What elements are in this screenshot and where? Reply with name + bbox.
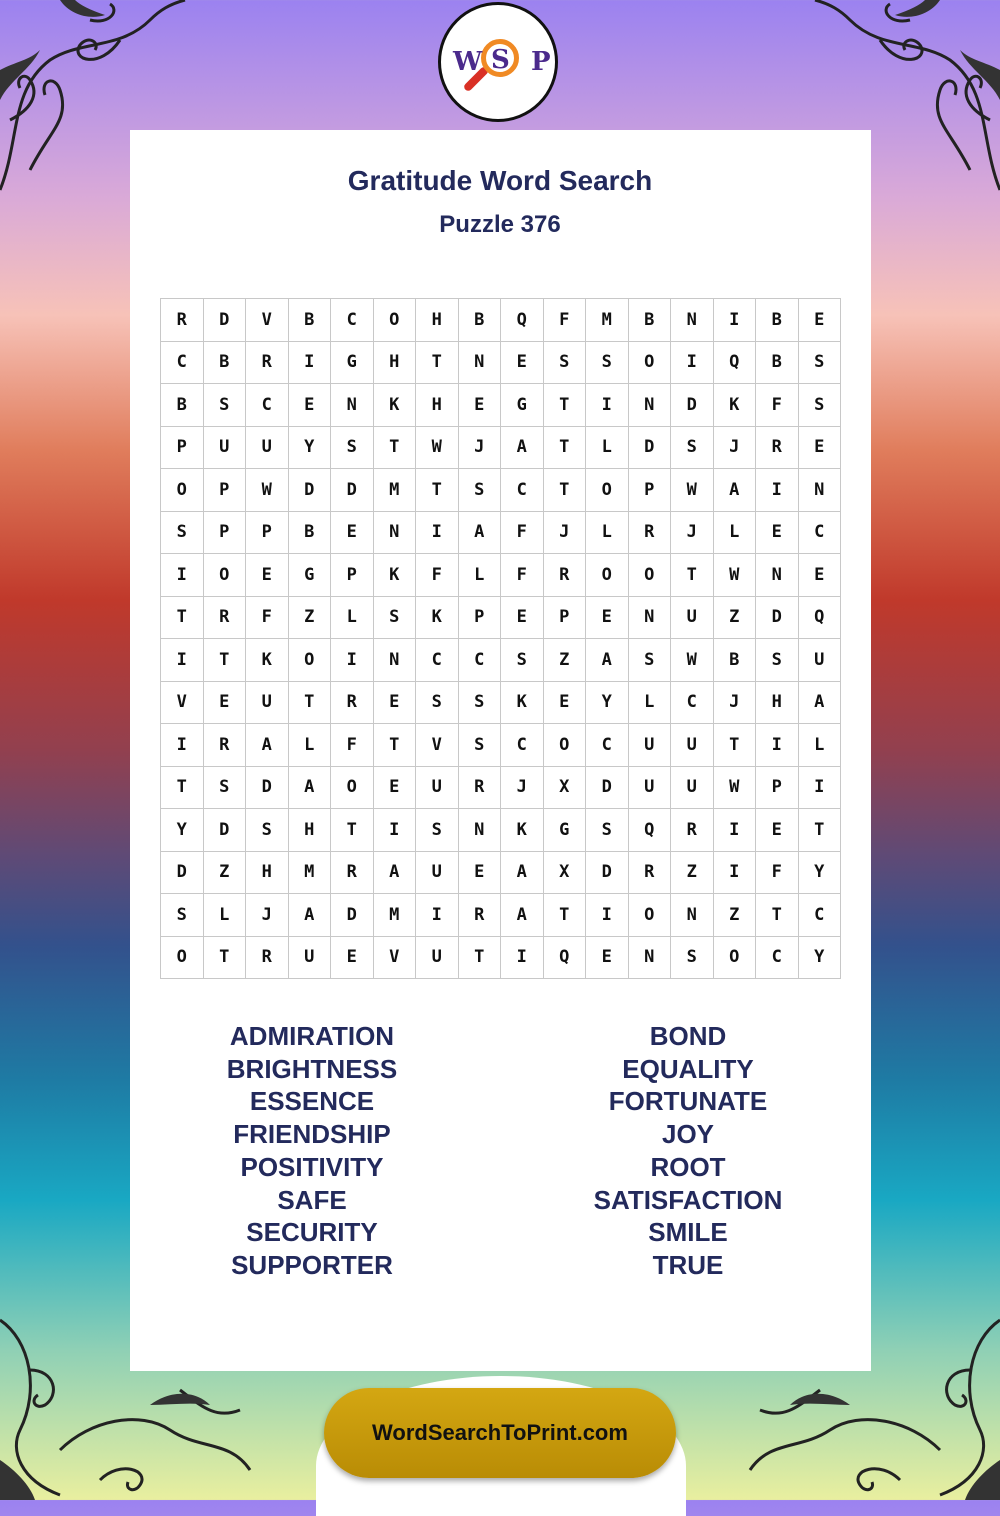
grid-cell[interactable]: N — [458, 341, 501, 384]
grid-cell[interactable]: D — [586, 766, 629, 809]
grid-cell[interactable]: R — [203, 724, 246, 767]
word-list-item: SUPPORTER — [231, 1249, 393, 1280]
grid-cell[interactable]: D — [586, 851, 629, 894]
grid-row — [161, 681, 841, 724]
grid-cell[interactable]: S — [671, 936, 714, 979]
grid-cell[interactable]: R — [756, 426, 799, 469]
grid-cell[interactable]: K — [416, 596, 459, 639]
grid-cell[interactable]: E — [756, 511, 799, 554]
grid-row — [161, 724, 841, 767]
grid-cell[interactable]: F — [501, 554, 544, 597]
grid-cell[interactable]: I — [161, 554, 204, 597]
grid-cell[interactable]: V — [373, 936, 416, 979]
grid-cell[interactable]: Q — [798, 596, 841, 639]
grid-cell[interactable]: R — [246, 341, 289, 384]
word-list-item: POSITIVITY — [240, 1151, 384, 1182]
logo-letter-s: S — [491, 45, 510, 75]
grid-cell[interactable]: D — [756, 596, 799, 639]
grid-cell[interactable]: O — [373, 299, 416, 342]
grid-cell[interactable]: F — [246, 596, 289, 639]
grid-cell[interactable]: I — [501, 936, 544, 979]
grid-cell[interactable]: N — [458, 809, 501, 852]
grid-cell[interactable]: D — [203, 299, 246, 342]
grid-cell[interactable]: L — [203, 894, 246, 937]
grid-cell[interactable]: R — [203, 596, 246, 639]
grid-cell[interactable]: N — [798, 469, 841, 512]
grid-cell[interactable]: C — [756, 936, 799, 979]
grid-cell[interactable]: L — [586, 511, 629, 554]
grid-cell[interactable]: I — [416, 511, 459, 554]
grid-cell[interactable]: P — [628, 469, 671, 512]
logo-letter-w: W — [453, 47, 483, 77]
grid-cell[interactable]: B — [628, 299, 671, 342]
grid-cell[interactable]: E — [288, 384, 331, 427]
grid-cell[interactable]: O — [586, 554, 629, 597]
grid-row — [161, 299, 841, 342]
grid-row — [161, 936, 841, 979]
grid-cell[interactable]: S — [203, 766, 246, 809]
grid-cell[interactable]: T — [416, 341, 459, 384]
grid-cell[interactable]: Z — [713, 596, 756, 639]
grid-cell[interactable]: R — [246, 936, 289, 979]
grid-cell[interactable]: U — [416, 936, 459, 979]
grid-cell[interactable]: K — [713, 384, 756, 427]
grid-cell[interactable]: A — [288, 766, 331, 809]
site-logo[interactable] — [438, 2, 558, 122]
grid-cell[interactable]: B — [756, 341, 799, 384]
grid-cell[interactable]: T — [203, 639, 246, 682]
grid-cell[interactable]: U — [246, 426, 289, 469]
grid-cell[interactable]: N — [373, 639, 416, 682]
grid-cell[interactable]: P — [203, 469, 246, 512]
grid-cell[interactable]: U — [416, 766, 459, 809]
page-title: Gratitude Word Search — [347, 165, 653, 196]
grid-cell[interactable]: E — [373, 681, 416, 724]
grid-cell[interactable]: P — [246, 511, 289, 554]
grid-cell[interactable]: C — [331, 299, 374, 342]
word-list-item: ADMIRATION — [229, 1021, 395, 1051]
grid-cell[interactable]: E — [543, 681, 586, 724]
grid-cell[interactable]: T — [671, 554, 714, 597]
grid-cell[interactable]: A — [586, 639, 629, 682]
grid-cell[interactable]: S — [501, 639, 544, 682]
grid-cell[interactable]: R — [628, 851, 671, 894]
grid-cell[interactable]: H — [416, 384, 459, 427]
website-link-text[interactable]: WordSearchToPrint.com — [372, 1420, 628, 1445]
grid-cell[interactable]: V — [246, 299, 289, 342]
grid-cell[interactable]: N — [756, 554, 799, 597]
grid-cell[interactable]: J — [671, 511, 714, 554]
grid-cell[interactable]: K — [373, 384, 416, 427]
grid-cell[interactable]: C — [501, 724, 544, 767]
grid-cell[interactable]: O — [161, 469, 204, 512]
grid-cell[interactable]: B — [756, 299, 799, 342]
grid-cell[interactable]: I — [713, 851, 756, 894]
grid-cell[interactable]: S — [416, 681, 459, 724]
grid-cell[interactable]: Q — [543, 936, 586, 979]
grid-cell[interactable]: S — [798, 384, 841, 427]
grid-cell[interactable]: X — [543, 851, 586, 894]
grid-cell[interactable]: H — [756, 681, 799, 724]
grid-cell[interactable]: L — [288, 724, 331, 767]
word-list-item: BOND — [649, 1021, 727, 1051]
grid-cell[interactable]: N — [628, 936, 671, 979]
grid-cell[interactable]: A — [246, 724, 289, 767]
grid-cell[interactable]: E — [501, 341, 544, 384]
grid-cell[interactable]: E — [458, 384, 501, 427]
grid-cell[interactable]: O — [288, 639, 331, 682]
grid-cell[interactable]: L — [713, 511, 756, 554]
grid-cell[interactable]: N — [671, 894, 714, 937]
grid-cell[interactable]: S — [161, 511, 204, 554]
grid-cell[interactable]: X — [543, 766, 586, 809]
grid-cell[interactable]: Z — [713, 894, 756, 937]
grid-cell[interactable]: U — [671, 724, 714, 767]
grid-cell[interactable]: T — [416, 469, 459, 512]
grid-cell[interactable]: U — [628, 766, 671, 809]
grid-cell[interactable]: T — [161, 766, 204, 809]
grid-cell[interactable]: D — [203, 809, 246, 852]
grid-cell[interactable]: S — [586, 809, 629, 852]
grid-cell[interactable]: U — [671, 596, 714, 639]
word-list-item: FRIENDSHIP — [233, 1119, 391, 1150]
word-list-item: SMILE — [648, 1217, 728, 1248]
grid-cell[interactable]: S — [373, 596, 416, 639]
grid-cell[interactable]: S — [798, 341, 841, 384]
grid-cell[interactable]: O — [161, 936, 204, 979]
grid-cell[interactable]: I — [756, 469, 799, 512]
grid-cell[interactable]: G — [288, 554, 331, 597]
grid-cell[interactable]: C — [161, 341, 204, 384]
grid-cell[interactable]: S — [161, 894, 204, 937]
grid-cell[interactable]: T — [543, 469, 586, 512]
grid-cell[interactable]: P — [203, 511, 246, 554]
grid-cell[interactable]: P — [331, 554, 374, 597]
grid-cell[interactable]: E — [458, 851, 501, 894]
grid-cell[interactable]: N — [628, 596, 671, 639]
grid-row — [161, 554, 841, 597]
grid-cell[interactable]: Q — [713, 341, 756, 384]
grid-cell[interactable]: K — [501, 809, 544, 852]
grid-cell[interactable]: G — [543, 809, 586, 852]
grid-cell[interactable]: T — [756, 894, 799, 937]
grid-cell[interactable]: P — [458, 596, 501, 639]
grid-cell[interactable]: J — [713, 426, 756, 469]
grid-cell[interactable]: I — [586, 894, 629, 937]
grid-cell[interactable]: T — [798, 809, 841, 852]
grid-cell[interactable]: T — [373, 724, 416, 767]
grid-cell[interactable]: F — [543, 299, 586, 342]
grid-cell[interactable]: I — [798, 766, 841, 809]
grid-cell[interactable]: E — [203, 681, 246, 724]
word-list-item: EQUALITY — [622, 1053, 754, 1084]
grid-cell[interactable]: T — [713, 724, 756, 767]
grid-cell[interactable]: E — [798, 426, 841, 469]
grid-cell[interactable]: O — [628, 341, 671, 384]
grid-cell[interactable]: N — [331, 384, 374, 427]
grid-cell[interactable]: Q — [501, 299, 544, 342]
grid-cell[interactable]: Y — [798, 936, 841, 979]
grid-cell[interactable]: S — [458, 469, 501, 512]
grid-cell[interactable]: R — [458, 894, 501, 937]
grid-cell[interactable]: I — [416, 894, 459, 937]
grid-row — [161, 894, 841, 937]
grid-cell[interactable]: D — [246, 766, 289, 809]
grid-cell[interactable]: N — [628, 384, 671, 427]
grid-cell[interactable]: R — [671, 809, 714, 852]
grid-cell[interactable]: D — [331, 894, 374, 937]
grid-cell[interactable]: U — [246, 681, 289, 724]
grid-cell[interactable]: C — [798, 511, 841, 554]
grid-cell[interactable]: A — [288, 894, 331, 937]
grid-cell[interactable]: R — [331, 681, 374, 724]
grid-cell[interactable]: H — [288, 809, 331, 852]
grid-cell[interactable]: Y — [798, 851, 841, 894]
grid-cell[interactable]: T — [203, 936, 246, 979]
grid-cell[interactable]: C — [671, 681, 714, 724]
grid-cell[interactable]: N — [671, 299, 714, 342]
grid-cell[interactable]: O — [543, 724, 586, 767]
grid-cell[interactable]: O — [203, 554, 246, 597]
grid-cell[interactable]: A — [713, 469, 756, 512]
grid-cell[interactable]: B — [161, 384, 204, 427]
grid-cell[interactable]: W — [671, 469, 714, 512]
grid-cell[interactable]: M — [373, 894, 416, 937]
grid-cell[interactable]: D — [161, 851, 204, 894]
grid-cell[interactable]: I — [671, 341, 714, 384]
word-list-item: ROOT — [650, 1151, 726, 1182]
puzzle-number: Puzzle 376 — [439, 211, 561, 238]
grid-cell[interactable]: E — [586, 936, 629, 979]
grid-cell[interactable]: I — [713, 809, 756, 852]
grid-cell[interactable]: G — [501, 384, 544, 427]
grid-cell[interactable]: E — [331, 936, 374, 979]
grid-cell[interactable]: E — [798, 554, 841, 597]
word-list-right — [508, 1020, 868, 1282]
grid-cell[interactable]: A — [373, 851, 416, 894]
grid-cell[interactable]: Y — [586, 681, 629, 724]
grid-cell[interactable]: D — [671, 384, 714, 427]
grid-cell[interactable]: L — [798, 724, 841, 767]
grid-cell[interactable]: R — [331, 851, 374, 894]
grid-cell[interactable]: W — [713, 554, 756, 597]
grid-cell[interactable]: S — [543, 341, 586, 384]
word-list-item: JOY — [661, 1119, 715, 1150]
grid-cell[interactable]: J — [713, 681, 756, 724]
grid-cell[interactable]: E — [501, 596, 544, 639]
grid-cell[interactable]: W — [246, 469, 289, 512]
grid-cell[interactable]: I — [161, 724, 204, 767]
grid-cell[interactable]: E — [798, 299, 841, 342]
grid-cell[interactable]: S — [756, 639, 799, 682]
grid-cell[interactable]: T — [373, 426, 416, 469]
grid-cell[interactable]: S — [203, 384, 246, 427]
grid-cell[interactable]: O — [586, 469, 629, 512]
word-list-item: BRIGHTNESS — [226, 1053, 398, 1084]
grid-cell[interactable]: Y — [288, 426, 331, 469]
grid-cell[interactable]: I — [713, 299, 756, 342]
word-list-item: TRUE — [652, 1249, 724, 1280]
grid-cell[interactable]: T — [161, 596, 204, 639]
grid-cell[interactable]: Z — [203, 851, 246, 894]
grid-cell[interactable]: D — [331, 469, 374, 512]
grid-cell[interactable]: U — [203, 426, 246, 469]
grid-cell[interactable]: V — [416, 724, 459, 767]
grid-cell[interactable]: D — [628, 426, 671, 469]
grid-cell[interactable]: U — [288, 936, 331, 979]
grid-cell[interactable]: S — [628, 639, 671, 682]
grid-row — [161, 511, 841, 554]
grid-cell[interactable]: K — [501, 681, 544, 724]
grid-cell[interactable]: B — [713, 639, 756, 682]
grid-cell[interactable]: V — [161, 681, 204, 724]
grid-cell[interactable]: O — [628, 894, 671, 937]
grid-cell[interactable]: J — [458, 426, 501, 469]
grid-cell[interactable]: Z — [543, 639, 586, 682]
grid-cell[interactable]: I — [161, 639, 204, 682]
grid-cell[interactable]: C — [246, 384, 289, 427]
grid-cell[interactable]: L — [628, 681, 671, 724]
grid-row — [161, 341, 841, 384]
grid-cell[interactable]: O — [331, 766, 374, 809]
word-list-item: ESSENCE — [249, 1086, 375, 1117]
grid-cell[interactable]: J — [501, 766, 544, 809]
grid-cell[interactable]: C — [798, 894, 841, 937]
grid-cell[interactable]: P — [543, 596, 586, 639]
word-list-item: FORTUNATE — [608, 1086, 768, 1117]
grid-cell[interactable]: S — [416, 809, 459, 852]
grid-row — [161, 639, 841, 682]
grid-cell[interactable]: S — [331, 426, 374, 469]
grid-row — [161, 596, 841, 639]
grid-cell[interactable]: B — [203, 341, 246, 384]
grid-cell[interactable]: T — [331, 809, 374, 852]
grid-row — [161, 809, 841, 852]
grid-cell[interactable]: U — [671, 766, 714, 809]
grid-cell[interactable]: C — [458, 639, 501, 682]
grid-cell[interactable]: L — [586, 426, 629, 469]
grid-row — [161, 766, 841, 809]
grid-cell[interactable]: H — [373, 341, 416, 384]
grid-cell[interactable]: I — [373, 809, 416, 852]
grid-cell[interactable]: E — [586, 596, 629, 639]
grid-cell[interactable]: B — [288, 299, 331, 342]
grid-cell[interactable]: N — [373, 511, 416, 554]
grid-cell[interactable]: E — [246, 554, 289, 597]
grid-cell[interactable]: L — [331, 596, 374, 639]
grid-cell[interactable]: F — [416, 554, 459, 597]
grid-cell[interactable]: U — [416, 851, 459, 894]
grid-cell[interactable]: I — [756, 724, 799, 767]
grid-cell[interactable]: P — [161, 426, 204, 469]
grid-cell[interactable]: W — [671, 639, 714, 682]
grid-cell[interactable]: S — [586, 341, 629, 384]
grid-cell[interactable]: G — [331, 341, 374, 384]
grid-cell[interactable]: Q — [628, 809, 671, 852]
grid-cell[interactable]: A — [501, 426, 544, 469]
grid-cell[interactable]: T — [543, 384, 586, 427]
grid-cell[interactable]: S — [246, 809, 289, 852]
grid-cell[interactable]: A — [501, 894, 544, 937]
grid-cell[interactable]: R — [458, 766, 501, 809]
grid-cell[interactable]: R — [628, 511, 671, 554]
grid-cell[interactable]: O — [628, 554, 671, 597]
grid-cell[interactable]: E — [373, 766, 416, 809]
grid-cell[interactable]: F — [756, 851, 799, 894]
grid-cell[interactable]: J — [543, 511, 586, 554]
grid-cell[interactable]: T — [288, 681, 331, 724]
grid-cell[interactable]: T — [458, 936, 501, 979]
grid-cell[interactable]: Y — [161, 809, 204, 852]
grid-cell[interactable]: S — [458, 724, 501, 767]
grid-cell[interactable]: C — [416, 639, 459, 682]
grid-cell[interactable]: A — [798, 681, 841, 724]
website-button[interactable] — [324, 1388, 676, 1478]
grid-cell[interactable]: A — [501, 851, 544, 894]
word-list-item: SAFE — [277, 1184, 347, 1215]
word-list-item: SATISFACTION — [593, 1184, 783, 1215]
grid-cell[interactable]: S — [671, 426, 714, 469]
grid-row — [161, 426, 841, 469]
grid-cell[interactable]: A — [458, 511, 501, 554]
grid-cell[interactable]: B — [288, 511, 331, 554]
word-list-item: SECURITY — [246, 1217, 378, 1248]
grid-cell[interactable]: T — [543, 894, 586, 937]
grid-cell[interactable]: T — [543, 426, 586, 469]
grid-row — [161, 469, 841, 512]
grid-cell[interactable]: H — [246, 851, 289, 894]
grid-cell[interactable]: B — [458, 299, 501, 342]
grid-cell[interactable]: J — [246, 894, 289, 937]
grid-cell[interactable]: I — [331, 639, 374, 682]
grid-cell[interactable]: O — [713, 936, 756, 979]
grid-cell[interactable]: C — [586, 724, 629, 767]
grid-cell[interactable]: F — [501, 511, 544, 554]
grid-cell[interactable]: R — [161, 299, 204, 342]
grid-cell[interactable]: P — [756, 766, 799, 809]
grid-cell[interactable]: C — [501, 469, 544, 512]
grid-cell[interactable]: M — [288, 851, 331, 894]
grid-cell[interactable]: D — [288, 469, 331, 512]
grid-cell[interactable]: H — [416, 299, 459, 342]
grid-cell[interactable]: U — [628, 724, 671, 767]
grid-cell[interactable]: I — [586, 384, 629, 427]
grid-cell[interactable]: E — [756, 809, 799, 852]
grid-cell[interactable]: W — [713, 766, 756, 809]
grid-cell[interactable]: K — [373, 554, 416, 597]
grid-cell[interactable]: F — [331, 724, 374, 767]
grid-cell[interactable]: K — [246, 639, 289, 682]
grid-cell[interactable]: L — [458, 554, 501, 597]
grid-cell[interactable]: U — [798, 639, 841, 682]
grid-cell[interactable]: Z — [671, 851, 714, 894]
grid-cell[interactable]: Z — [288, 596, 331, 639]
grid-cell[interactable]: W — [416, 426, 459, 469]
logo-letter-p: P — [531, 47, 551, 77]
letter-grid — [160, 298, 841, 979]
grid-cell[interactable]: M — [586, 299, 629, 342]
grid-row — [161, 851, 841, 894]
grid-cell[interactable]: I — [288, 341, 331, 384]
grid-cell[interactable]: R — [543, 554, 586, 597]
grid-cell[interactable]: E — [331, 511, 374, 554]
grid-cell[interactable]: S — [458, 681, 501, 724]
word-list-left — [132, 1020, 492, 1282]
grid-cell[interactable]: M — [373, 469, 416, 512]
grid-row — [161, 384, 841, 427]
grid-cell[interactable]: F — [756, 384, 799, 427]
